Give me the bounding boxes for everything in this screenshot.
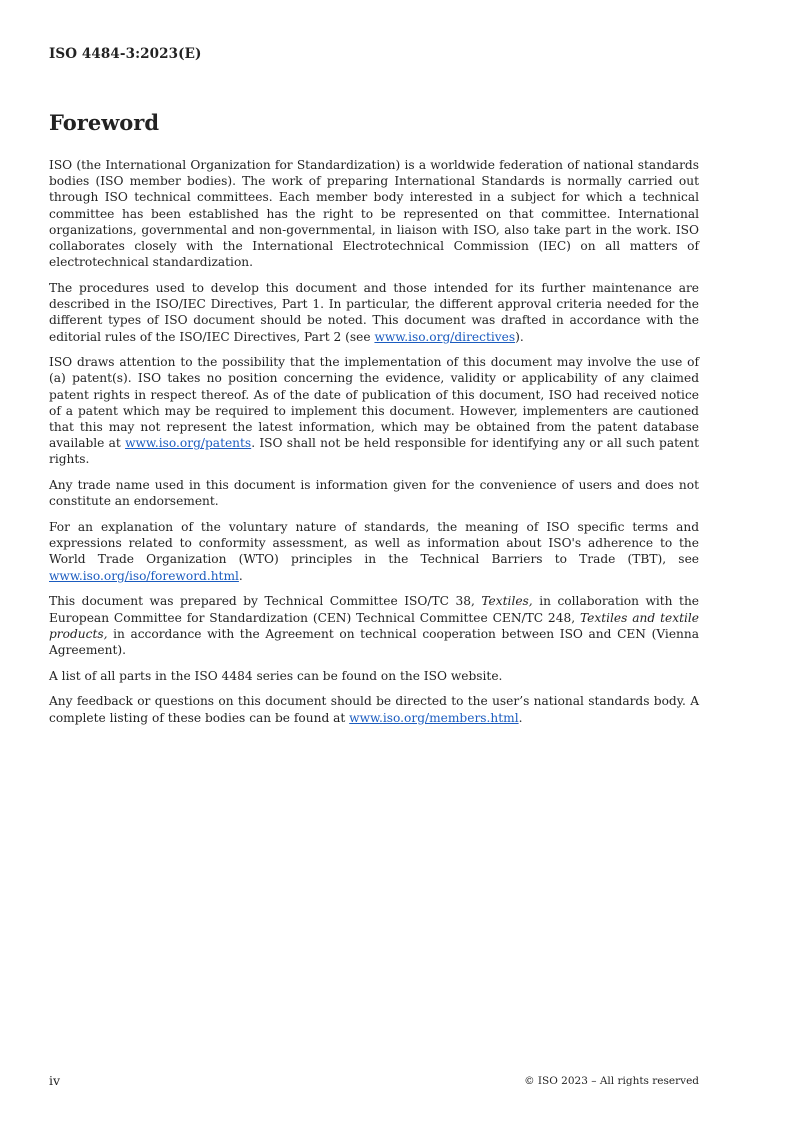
paragraph-series-list: A list of all parts in the ISO 4484 series can be found on the ISO website. [49,668,503,683]
directives-link[interactable]: www.iso.org/directives [374,329,516,344]
paragraph-voluntary-nature [49,519,699,584]
paragraph-feedback-end: . [518,710,523,725]
paragraph-feedback [49,693,699,725]
paragraph-voluntary-text: For an explanation of the voluntary nature of standards, the meaning of ISO specific terms and expressions related to conformity assessment, as well as information about ISO's adherence to the World Trade Organization (WTO) principles in the Technical Barriers to Trade (TBT), see [49,520,699,567]
paragraph-procedures-text: The procedures used to develop this document and those intended for its further maintenance are described in the ISO/IEC Directives, Part 1. In particular, the different approval criteria needed for the different types of ISO document should be noted. This document was drafted in accordance with the editorial rules of the ISO/IEC Directives, Part 2 (see [49,280,699,344]
members-link[interactable]: www.iso.org/members.html [349,710,519,725]
paragraph-iso-intro: ISO (the International Organization for Standardization) is a worldwide federation of national standards bodies (ISO member bodies). The work of preparing International Standards is normally carried out through ISO technical committees. Each member body interested in a subject for which a technical committee has been established has the right to be represented on that committee. International organizations, governmental and non-governmental, in liaison with ISO, also take part in the work. ISO collaborates closely with the International Electrotechnical Commission (IEC) on all matters of electrotechnical standardization. [49,158,699,270]
section-title: Foreword [49,110,160,135]
committee-text-b: in collaboration with the European Committee for Standardization (CEN) Technical Committee CEN/TC 248, [49,594,700,625]
committee-name-textile-products: Textiles and textile products, [49,610,699,641]
committee-name-textiles: Textiles, [481,594,533,609]
paragraph-committee [49,593,699,658]
foreword-body [49,157,699,735]
foreword-link[interactable]: www.iso.org/iso/foreword.html [49,568,239,583]
copyright-notice: © ISO 2023 – All rights reserved [524,1075,699,1087]
paragraph-patents-end: . ISO shall not be held responsible for identifying any or all such patent rights. [49,436,699,467]
paragraph-patents-text: ISO draws attention to the possibility that the implementation of this document may involve the use of (a) patent(s). ISO takes no position concerning the evidence, validity or applicability of any claimed patent rights in respect thereof. As of the date of publication of this document, ISO had received notice of a patent which may be required to implement this document. However, implementers are cautioned that this may not represent the latest information, which may be obtained from the patent database available at [49,355,699,451]
page-number: iv [49,1073,61,1088]
paragraph-procedures-end: ). [515,329,524,344]
patents-link[interactable]: www.iso.org/patents [125,436,252,451]
document-identifier: ISO 4484-3:2023(E) [49,46,202,62]
committee-text-c: in accordance with the Agreement on technical cooperation between ISO and CEN (Vienna Agreement). [49,626,699,657]
committee-text-a: This document was prepared by Technical Committee ISO/TC 38, [49,594,482,609]
paragraph-patents [49,354,699,467]
paragraph-voluntary-end: . [238,568,243,583]
paragraph-procedures [49,280,699,345]
paragraph-feedback-text: Any feedback or questions on this document should be directed to the user’s national standards body. A complete listing of these bodies can be found at [49,694,699,725]
paragraph-trade-name: Any trade name used in this document is information given for the convenience of users and does not constitute an endorsement. [49,478,699,509]
